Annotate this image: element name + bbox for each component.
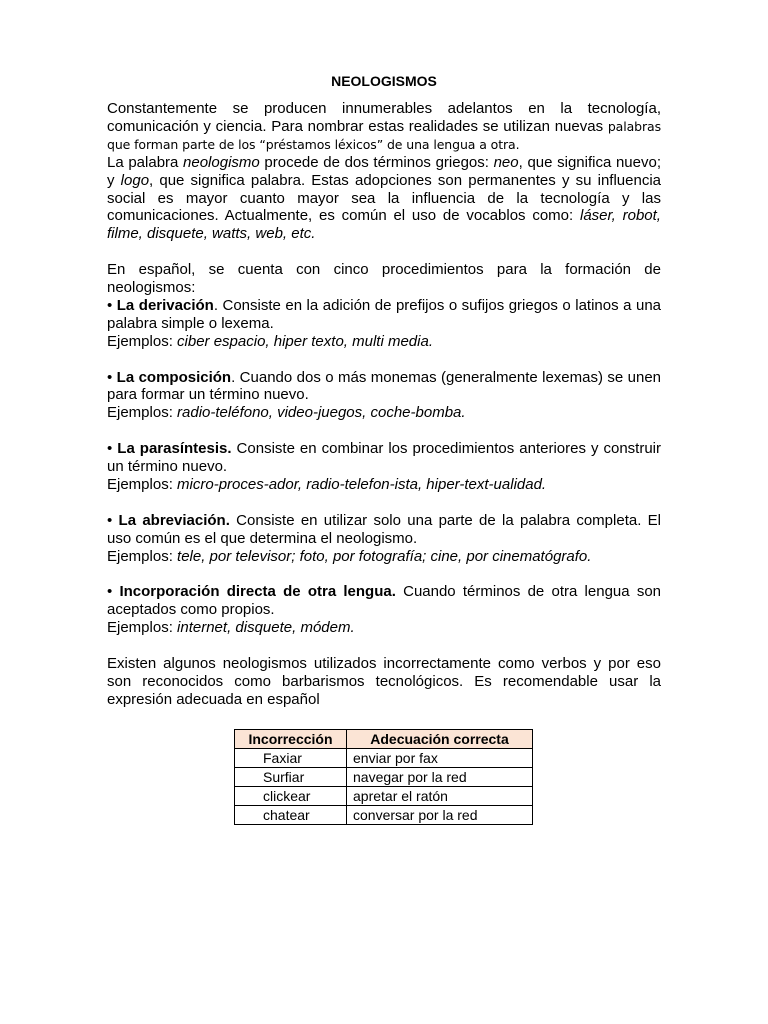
procedure-name: La parasíntesis.: [117, 440, 232, 458]
column-header-incorrection: Incorrección: [235, 730, 347, 749]
examples-label: Ejemplos:: [107, 404, 178, 422]
column-header-correct: Adecuación correcta: [347, 730, 533, 749]
examples-label: Ejemplos:: [107, 619, 178, 637]
table-row: [235, 806, 533, 825]
examples-label: Ejemplos:: [107, 547, 178, 565]
spacer: [107, 422, 661, 440]
table-cell-incorrect: clickear: [235, 787, 347, 806]
table-header: [235, 730, 533, 749]
document-body: [107, 73, 661, 709]
procedure-examples: [107, 619, 661, 637]
procedure-examples: [107, 548, 661, 566]
etymology-text: , que significa palabra. Estas adopciones son permanentes y su influencia social es mayor cuanto mayor sea la influencia de la tecnología y las comunicaciones. Actualmente, es común el uso de vocablos como:: [107, 171, 661, 225]
table-cell-incorrect: Faxiar: [235, 749, 347, 768]
intro-paragraph: [107, 100, 661, 154]
bullet: •: [107, 583, 120, 601]
examples-text: internet, disquete, módem.: [177, 619, 355, 637]
procedure-examples: [107, 333, 661, 351]
procedure-name: La derivación: [116, 296, 214, 314]
bullet: •: [107, 296, 117, 314]
term-neologismo: neologismo: [183, 153, 260, 171]
table-cell-correct: enviar por fax: [347, 749, 533, 768]
etymology-text: procede de dos términos griegos:: [259, 153, 494, 171]
bullet: •: [107, 440, 118, 458]
table-cell-correct: apretar el ratón: [347, 787, 533, 806]
barbarisms-table: [234, 729, 533, 825]
procedure-examples: [107, 476, 661, 494]
examples-label: Ejemplos:: [107, 332, 178, 350]
procedure-item: [107, 440, 661, 476]
table-cell-incorrect: Surfiar: [235, 768, 347, 787]
intro-text-alt-font: palabras que forman parte de los “préstamos léxicos” de una lengua a otra.: [107, 118, 662, 152]
term-neo: neo: [493, 153, 519, 171]
procedure-item: [107, 512, 661, 548]
procedure-description: Consiste en utilizar solo una parte de la palabra completa. El uso común es el que determina el neologismo.: [107, 511, 661, 547]
spacer: [107, 637, 661, 655]
examples-text: micro-proces-ador, radio-telefon-ista, hiper-text-ualidad.: [177, 475, 547, 493]
procedure-item: [107, 583, 661, 619]
table-row: [235, 768, 533, 787]
bullet: •: [107, 368, 117, 386]
spacer: [107, 566, 661, 584]
examples-text: ciber espacio, hiper texto, multi media.: [177, 332, 433, 350]
procedure-description: Consiste en combinar los procedimientos anteriores y construir un término nuevo.: [107, 440, 662, 476]
procedure-name: La abreviación.: [118, 511, 230, 529]
table-header-row: [235, 730, 533, 749]
spacer: [107, 243, 661, 261]
procedures-intro: En español, se cuenta con cinco procedimientos para la formación de neologismos:: [107, 261, 661, 297]
table-cell-incorrect: chatear: [235, 806, 347, 825]
procedure-name: Incorporación directa de otra lengua.: [119, 583, 396, 601]
bullet: •: [107, 511, 119, 529]
procedure-name: La composición: [116, 368, 232, 386]
procedure-item: [107, 369, 661, 405]
procedure-description: . Consiste en la adición de prefijos o sufijos griegos o latinos a una palabra simple o lexema.: [107, 296, 662, 332]
examples-text: tele, por televisor; foto, por fotografía; cine, por cinematógrafo.: [177, 547, 592, 565]
term-logo: logo: [120, 171, 150, 189]
procedure-description: . Cuando dos o más monemas (generalmente lexemas) se unen para formar un término nuevo.: [107, 368, 662, 404]
table-cell-correct: conversar por la red: [347, 806, 533, 825]
etymology-text: , que significa nuevo; y: [107, 153, 661, 189]
procedure-item: [107, 297, 661, 333]
table-body: [235, 749, 533, 825]
examples-text: radio-teléfono, video-juegos, coche-bomba.: [177, 404, 466, 422]
page-title: NEOLOGISMOS: [331, 73, 437, 89]
spacer: [107, 494, 661, 512]
spacer: [107, 351, 661, 369]
procedure-examples: [107, 404, 661, 422]
intro-text: Constantemente se producen innumerables adelantos en la tecnología, comunicación y ciencia. Para nombrar estas realidades se utilizan nuevas: [107, 100, 661, 135]
examples-label: Ejemplos:: [107, 475, 178, 493]
vocabulary-examples: láser, robot, filme, disquete, watts, web, etc.: [107, 207, 661, 243]
etymology-paragraph: [107, 154, 661, 244]
table-row: [235, 749, 533, 768]
closing-paragraph: Existen algunos neologismos utilizados incorrectamente como verbos y por eso son reconocidos como barbarismos tecnológicos. Es recomendable usar la expresión adecuada en español: [107, 655, 661, 708]
etymology-text: La palabra: [107, 153, 184, 171]
procedure-description: Cuando términos de otra lengua son aceptados como propios.: [107, 583, 661, 619]
table-row: [235, 787, 533, 806]
table-cell-correct: navegar por la red: [347, 768, 533, 787]
